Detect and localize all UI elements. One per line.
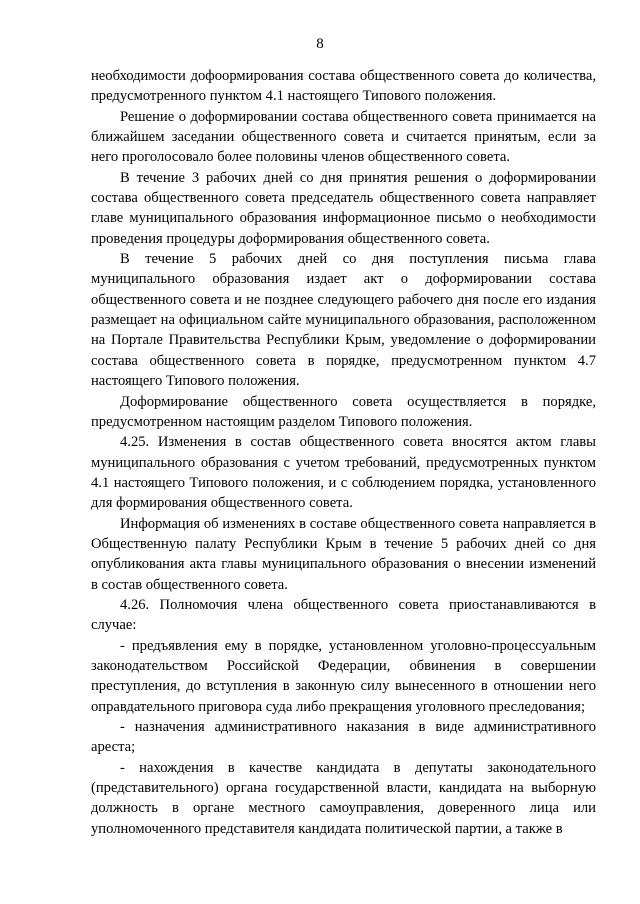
document-body — [91, 66, 596, 839]
paragraph-6: 4.25. Изменения в состав общественного совета вносятся актом главы муниципального образования с учетом требований, предусмотренных пунктом 4.1 настоящего Типового положения, и с соблюдением порядка, установленного для формирования общественного совета. — [91, 434, 596, 512]
paragraph-3: В течение 3 рабочих дней со дня принятия решения о доформировании состава общественного совета председатель общественного совета направляет главе муниципального образования информационное письмо о необходимости проведения процедуры доформирования общественного совета. — [91, 169, 596, 247]
paragraph-2: Решение о доформировании состава общественного совета принимается на ближайшем заседании общественного совета и считается принятым, если за него проголосовало более половины членов общественного совета. — [91, 108, 596, 166]
paragraph-9: - предъявления ему в порядке, установленном уголовно-процессуальным законодательством Российской Федерации, обвинения в совершении преступления, до вступления в законную силу вынесенного в отношении него оправдательного приговора суда либо прекращения уголовного преследования; — [91, 637, 596, 715]
paragraph-11: - нахождения в качестве кандидата в депутаты законодательного (представительного) органа государственной власти, кандидата на выборную должность в органе местного самоуправления, доверенного лица или уполномоченного представителя кандидата политической партии, а также в — [91, 759, 596, 837]
paragraph-5: Доформирование общественного совета осуществляется в порядке, предусмотренном настоящим разделом Типового положения. — [91, 393, 596, 430]
paragraph-7: Информация об изменениях в составе общественного совета направляется в Общественную палату Республики Крым в течение 5 рабочих дней со дня опубликования акта главы муниципального образования о внесении изменений в состав общественного совета. — [91, 515, 596, 593]
paragraph-4: В течение 5 рабочих дней со дня поступления письма глава муниципального образования издает акт о доформировании состава общественного совета и не позднее следующего рабочего дня после его издания размещает на официальном сайте муниципального образования, расположенном на Портале Правительства Республики Крым, уведомление о доформировании состава общественного совета в порядке, предусмотренном пунктом 4.7 настоящего Типового положения. — [91, 251, 596, 390]
paragraph-8: 4.26. Полномочия члена общественного совета приостанавливаются в случае: — [91, 596, 596, 634]
page-number: 8 — [316, 36, 324, 52]
paragraph-1: необходимости дофоормирования состава общественного совета до количества, предусмотренного пунктом 4.1 настоящего Типового положения. — [91, 68, 596, 105]
paragraph-10: - назначения административного наказания в виде административного ареста; — [91, 719, 596, 756]
